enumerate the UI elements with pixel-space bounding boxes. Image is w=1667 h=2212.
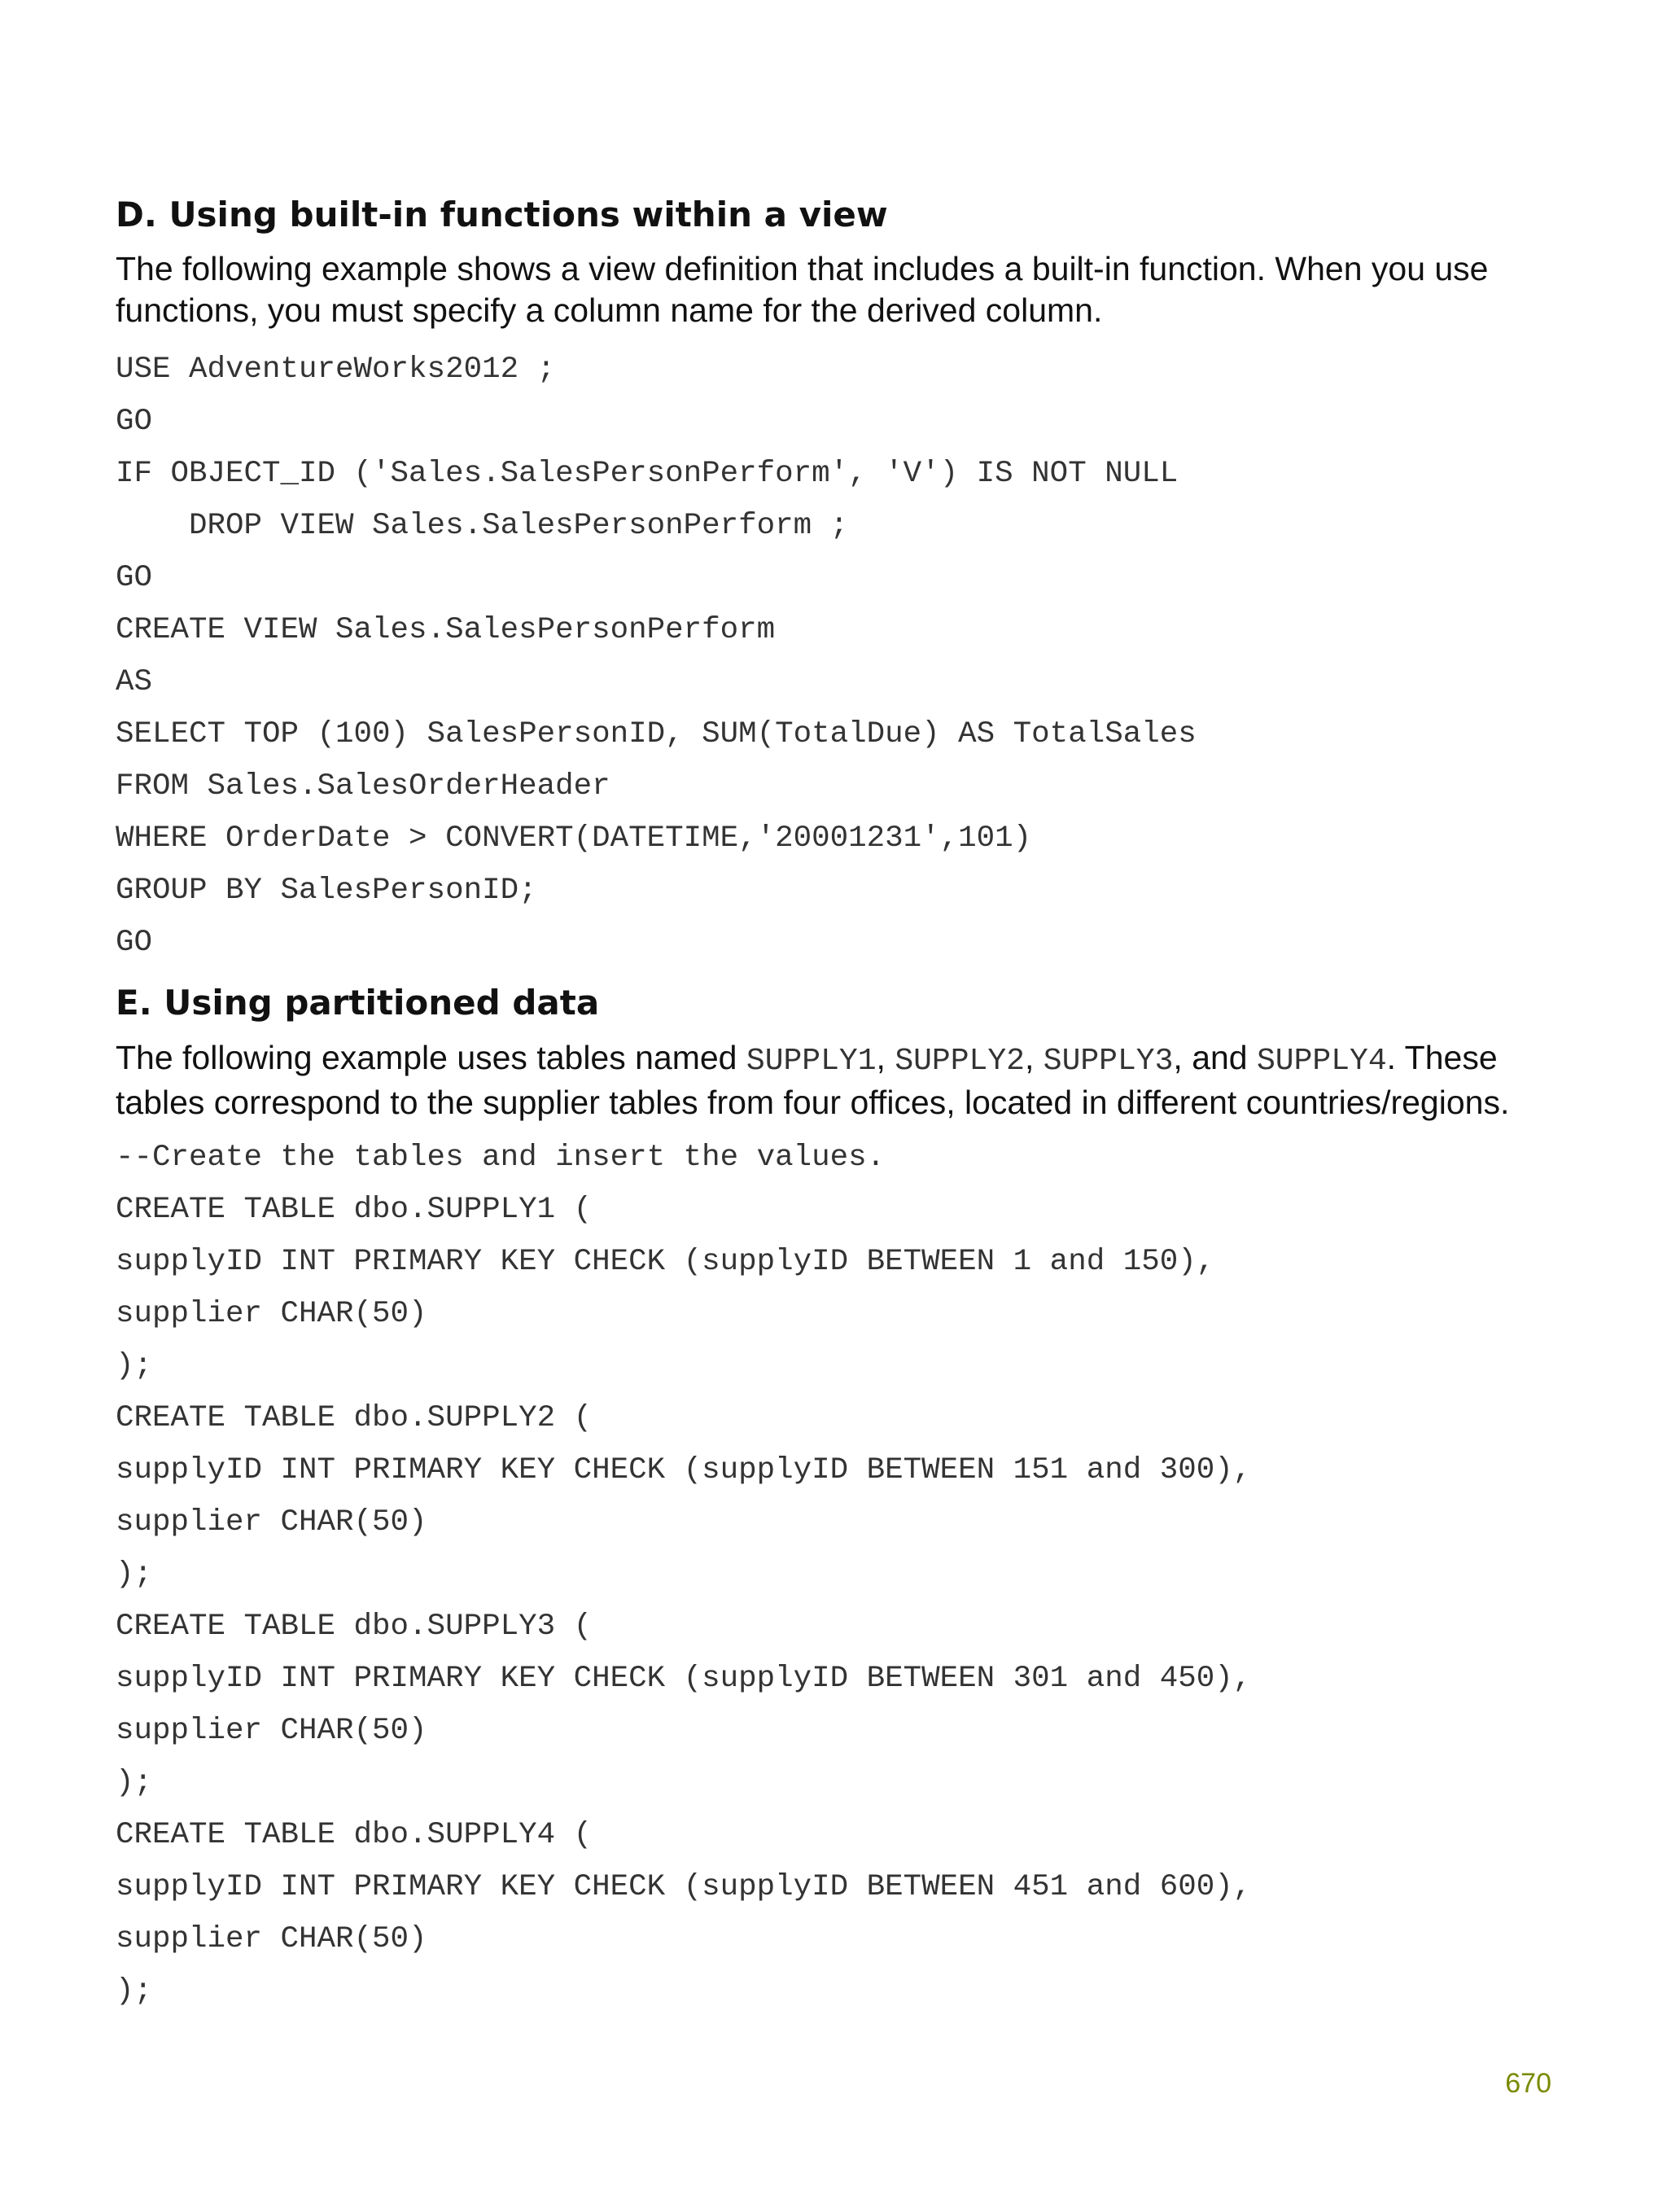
paragraph-text: , bbox=[1024, 1039, 1044, 1076]
code-line: IF OBJECT_ID ('Sales.SalesPersonPerform', 'V') IS NOT NULL bbox=[116, 457, 1179, 491]
inline-code-supply4: SUPPLY4 bbox=[1257, 1044, 1387, 1079]
paragraph-text: , and bbox=[1173, 1039, 1257, 1076]
inline-code-supply1: SUPPLY1 bbox=[746, 1044, 877, 1079]
code-line: supplyID INT PRIMARY KEY CHECK (supplyID BETWEEN 1 and 150), bbox=[116, 1245, 1215, 1279]
code-line: ); bbox=[116, 1349, 153, 1383]
paragraph-text: . These tables correspond to the supplier tables from four offices, located in different countries/regions. bbox=[116, 1039, 1510, 1121]
code-line: ); bbox=[116, 1974, 153, 2008]
code-line: GO bbox=[116, 561, 153, 595]
code-line: ); bbox=[116, 1557, 153, 1592]
code-line: CREATE VIEW Sales.SalesPersonPerform bbox=[116, 613, 776, 647]
code-line: FROM Sales.SalesOrderHeader bbox=[116, 769, 610, 804]
code-line: SELECT TOP (100) SalesPersonID, SUM(TotalDue) AS TotalSales bbox=[116, 717, 1197, 751]
code-line: ); bbox=[116, 1766, 153, 1800]
code-line: supplier CHAR(50) bbox=[116, 1505, 427, 1540]
code-line: WHERE OrderDate > CONVERT(DATETIME,'20001231',101) bbox=[116, 821, 1032, 856]
code-line: supplier CHAR(50) bbox=[116, 1714, 427, 1748]
code-line: supplyID INT PRIMARY KEY CHECK (supplyID BETWEEN 151 and 300), bbox=[116, 1453, 1252, 1487]
paragraph-text: The following example uses tables named bbox=[116, 1039, 746, 1076]
code-line: CREATE TABLE dbo.SUPPLY3 ( bbox=[116, 1610, 593, 1644]
code-line: GO bbox=[116, 405, 153, 439]
section-e-code-block bbox=[116, 1132, 1251, 2017]
page-number: 670 bbox=[1505, 2068, 1551, 2099]
code-line: GO bbox=[116, 926, 153, 960]
section-e-paragraph bbox=[116, 1037, 1548, 1124]
section-d-heading: D. Using built-in functions within a view bbox=[116, 195, 888, 234]
code-line: CREATE TABLE dbo.SUPPLY1 ( bbox=[116, 1193, 593, 1227]
code-line: CREATE TABLE dbo.SUPPLY4 ( bbox=[116, 1818, 593, 1852]
inline-code-supply3: SUPPLY3 bbox=[1043, 1044, 1174, 1079]
paragraph-text: , bbox=[876, 1039, 895, 1076]
code-line: --Create the tables and insert the values. bbox=[116, 1141, 886, 1175]
code-line: DROP VIEW Sales.SalesPersonPerform ; bbox=[116, 509, 849, 543]
code-line: USE AdventureWorks2012 ; bbox=[116, 353, 556, 387]
code-line: GROUP BY SalesPersonID; bbox=[116, 874, 537, 908]
code-line: CREATE TABLE dbo.SUPPLY2 ( bbox=[116, 1401, 593, 1435]
section-d-paragraph: The following example shows a view definition that includes a built-in function. When you use functions, you must specify a column name for the derived column. bbox=[116, 250, 1489, 329]
section-e-heading: E. Using partitioned data bbox=[116, 983, 600, 1023]
section-d-code-block bbox=[116, 344, 1197, 969]
code-line: supplyID INT PRIMARY KEY CHECK (supplyID BETWEEN 301 and 450), bbox=[116, 1662, 1252, 1696]
inline-code-supply2: SUPPLY2 bbox=[895, 1044, 1025, 1079]
code-line: supplier CHAR(50) bbox=[116, 1297, 427, 1331]
code-line: supplyID INT PRIMARY KEY CHECK (supplyID BETWEEN 451 and 600), bbox=[116, 1870, 1252, 1904]
code-line: supplier CHAR(50) bbox=[116, 1922, 427, 1956]
code-line: AS bbox=[116, 665, 153, 699]
